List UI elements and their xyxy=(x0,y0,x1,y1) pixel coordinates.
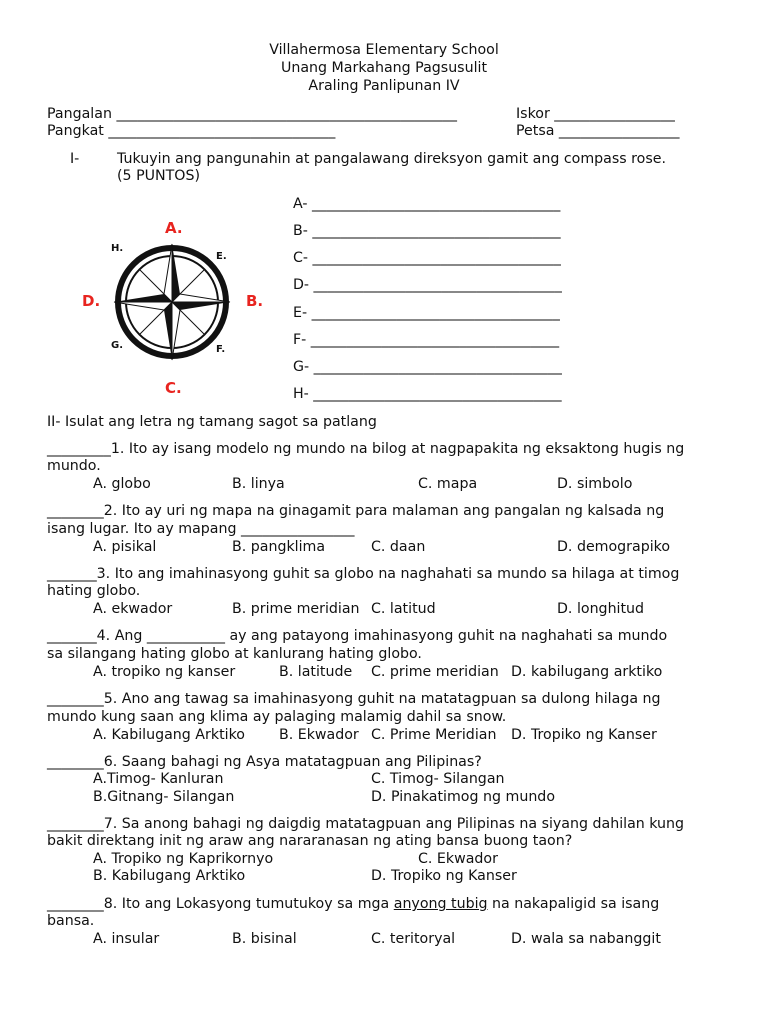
compass-label-a: A. xyxy=(165,219,183,237)
q4-option-b: B. latitude xyxy=(279,664,353,680)
compass-label-f: F. xyxy=(216,344,226,355)
q3-option-b: B. prime meridian xyxy=(232,601,360,617)
question-8-text-post: na nakapaligid sa isang xyxy=(487,896,660,912)
question-8-underlined: anyong tubig xyxy=(393,896,488,912)
pangkat-field[interactable]: Pangkat ________________________________ xyxy=(47,123,336,139)
q5-option-c: C. Prime Meridian xyxy=(371,727,497,743)
answer-line-a[interactable]: A- ___________________________________ xyxy=(293,196,561,212)
answer-line-c[interactable]: C- ___________________________________ xyxy=(293,250,561,266)
q6-option-c: C. Timog- Silangan xyxy=(371,771,505,787)
q2-option-b: B. pangklima xyxy=(232,539,326,555)
question-7-text-2: bakit direktang init ng araw ang nararanasan ng ating bansa buong taon? xyxy=(47,833,573,849)
question-1-text-2: mundo. xyxy=(47,458,101,474)
question-7-text: ________7. Sa anong bahagi ng daigdig matatagpuan ang Pilipinas na siyang dahilan kung xyxy=(47,816,685,832)
q2-option-d: D. demograpiko xyxy=(557,539,671,555)
question-8-text-2: bansa. xyxy=(47,913,95,929)
exam-title: Unang Markahang Pagsusulit xyxy=(280,60,488,76)
q2-option-a: A. pisikal xyxy=(93,539,157,555)
q8-option-b: B. bisinal xyxy=(232,931,297,947)
iskor-field[interactable]: Iskor _________________ xyxy=(516,106,675,122)
q6-option-b: B.Gitnang- Silangan xyxy=(93,789,235,805)
q6-option-d: D. Pinakatimog ng mundo xyxy=(371,789,555,805)
q3-option-c: C. latitud xyxy=(371,601,436,617)
q8-option-d: D. wala sa nabanggit xyxy=(511,931,661,947)
answer-line-d[interactable]: D- ___________________________________ xyxy=(293,277,562,293)
petsa-field[interactable]: Petsa _________________ xyxy=(516,123,680,139)
question-8-text xyxy=(47,896,659,912)
q1-option-c: C. mapa xyxy=(418,476,478,492)
answer-line-e[interactable]: E- ___________________________________ xyxy=(293,305,560,321)
part1-instruction: Tukuyin ang pangunahin at pangalawang direksyon gamit ang compass rose. xyxy=(117,151,666,167)
answer-line-f[interactable]: F- ___________________________________ xyxy=(293,332,560,348)
question-1-text: _________1. Ito ay isang modelo ng mundo na bilog at nagpapakita ng eksaktong hugis ng xyxy=(47,441,685,457)
question-6-text: ________6. Saang bahagi ng Asya matatagpuan ang Pilipinas? xyxy=(47,754,482,770)
question-5-text-2: mundo kung saan ang klima ay palaging malamig dahil sa snow. xyxy=(47,709,507,725)
q1-option-b: B. linya xyxy=(232,476,285,492)
q5-option-d: D. Tropiko ng Kanser xyxy=(511,727,657,743)
q1-option-d: D. simbolo xyxy=(557,476,633,492)
question-4-text: _______4. Ang ___________ ay ang patayong imahinasyong guhit na naghahati sa mundo xyxy=(47,628,668,644)
q4-option-d: D. kabilugang arktiko xyxy=(511,664,663,680)
question-5-text: ________5. Ano ang tawag sa imahinasyong guhit na matatagpuan sa dulong hilaga ng xyxy=(47,691,661,707)
compass-label-c: C. xyxy=(165,379,182,397)
answer-line-h[interactable]: H- ___________________________________ xyxy=(293,386,562,402)
q7-option-c: C. Ekwador xyxy=(418,851,498,867)
q7-option-d: D. Tropiko ng Kanser xyxy=(371,868,517,884)
part1-points: (5 PUNTOS) xyxy=(117,168,200,184)
q7-option-b: B. Kabilugang Arktiko xyxy=(93,868,246,884)
compass-label-d: D. xyxy=(82,292,101,310)
q4-option-a: A. tropiko ng kanser xyxy=(93,664,236,680)
q3-option-d: D. longhitud xyxy=(557,601,645,617)
q6-option-a: A.Timog- Kanluran xyxy=(93,771,224,787)
q3-option-a: A. ekwador xyxy=(93,601,173,617)
q4-option-c: C. prime meridian xyxy=(371,664,499,680)
q1-option-a: A. globo xyxy=(93,476,151,492)
q5-option-b: B. Ekwador xyxy=(279,727,359,743)
question-2-text: ________2. Ito ay uri ng mapa na ginagamit para malaman ang pangalan ng kalsada ng xyxy=(47,503,665,519)
q2-option-c: C. daan xyxy=(371,539,426,555)
answer-line-g[interactable]: G- ___________________________________ xyxy=(293,359,562,375)
subject-title: Araling Panlipunan IV xyxy=(308,78,460,94)
q8-option-c: C. teritoryal xyxy=(371,931,456,947)
question-4-text-2: sa silangang hating globo at kanlurang hating globo. xyxy=(47,646,422,662)
part1-number: I- xyxy=(70,151,80,167)
part2-instruction: II- Isulat ang letra ng tamang sagot sa patlang xyxy=(47,414,377,430)
answer-line-b[interactable]: B- ___________________________________ xyxy=(293,223,561,239)
compass-rose-icon xyxy=(112,242,232,362)
question-3-text-2: hating globo. xyxy=(47,583,141,599)
q7-option-a: A. Tropiko ng Kaprikornyo xyxy=(93,851,274,867)
q8-option-a: A. insular xyxy=(93,931,160,947)
compass-label-b: B. xyxy=(246,292,264,310)
pangalan-field[interactable]: Pangalan ________________________________________________ xyxy=(47,106,457,122)
compass-label-e: E. xyxy=(216,251,227,262)
question-3-text: _______3. Ito ang imahinasyong guhit sa globo na naghahati sa mundo sa hilaga at timog xyxy=(47,566,680,582)
question-8-text-pre: ________8. Ito ang Lokasyong tumutukoy sa mga xyxy=(47,896,394,912)
question-2-text-2: isang lugar. Ito ay mapang ________________ xyxy=(47,521,355,537)
compass-label-h: H. xyxy=(111,243,124,254)
school-name: Villahermosa Elementary School xyxy=(269,42,499,58)
q5-option-a: A. Kabilugang Arktiko xyxy=(93,727,245,743)
compass-label-g: G. xyxy=(111,340,124,351)
